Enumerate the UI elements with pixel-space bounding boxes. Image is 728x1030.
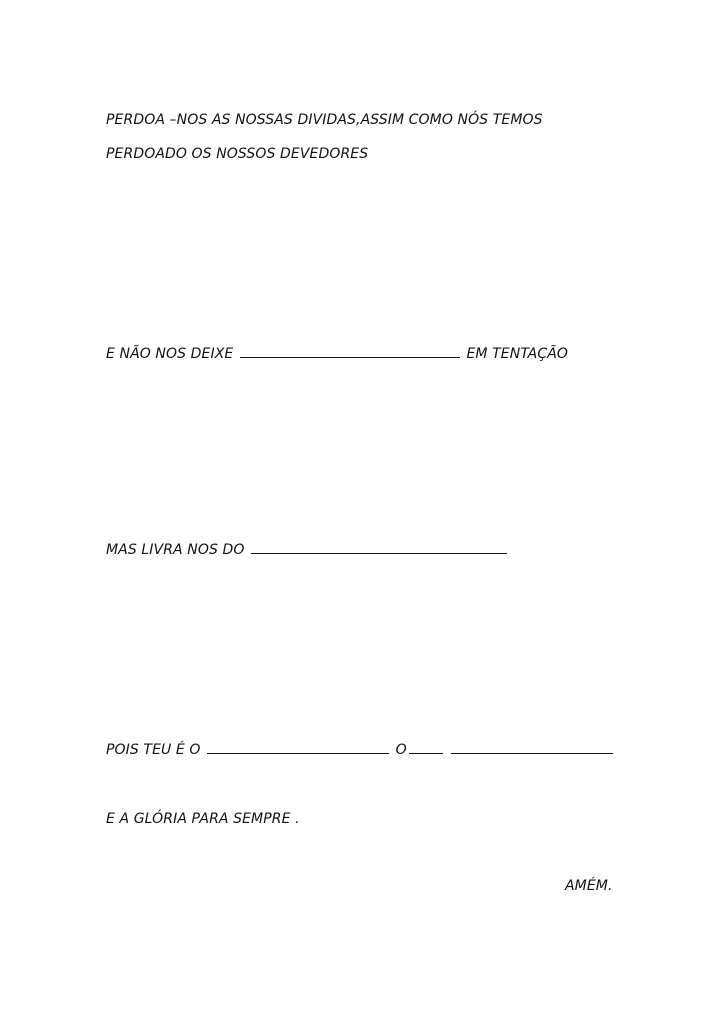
- fill-in-blank-3[interactable]: [207, 741, 389, 754]
- prayer-line-3: [106, 345, 568, 363]
- fill-in-blank-4[interactable]: [409, 741, 443, 754]
- prayer-line-4: [106, 541, 509, 559]
- prayer-line-2: PERDOADO OS NOSSOS DEVEDORES: [106, 146, 369, 162]
- prayer-line-1: PERDOA –NOS AS NOSSAS DIVIDAS,ASSIM COMO NÓS TEMOS: [106, 112, 543, 128]
- fill-in-blank-1[interactable]: [240, 345, 460, 358]
- prayer-line-4-start: MAS LIVRA NOS DO: [106, 542, 245, 558]
- fill-in-blank-5[interactable]: [451, 741, 613, 754]
- prayer-line-5-start: POIS TEU É O: [106, 742, 201, 758]
- prayer-line-5: [106, 741, 615, 759]
- closing-amen: AMÉM.: [565, 878, 613, 894]
- prayer-line-5-mid: O: [395, 742, 407, 758]
- fill-in-blank-2[interactable]: [251, 541, 507, 554]
- prayer-line-6: E A GLÓRIA PARA SEMPRE .: [106, 811, 300, 827]
- prayer-line-3-end: EM TENTAÇÃO: [466, 346, 569, 362]
- prayer-line-3-start: E NÃO NOS DEIXE: [106, 346, 234, 362]
